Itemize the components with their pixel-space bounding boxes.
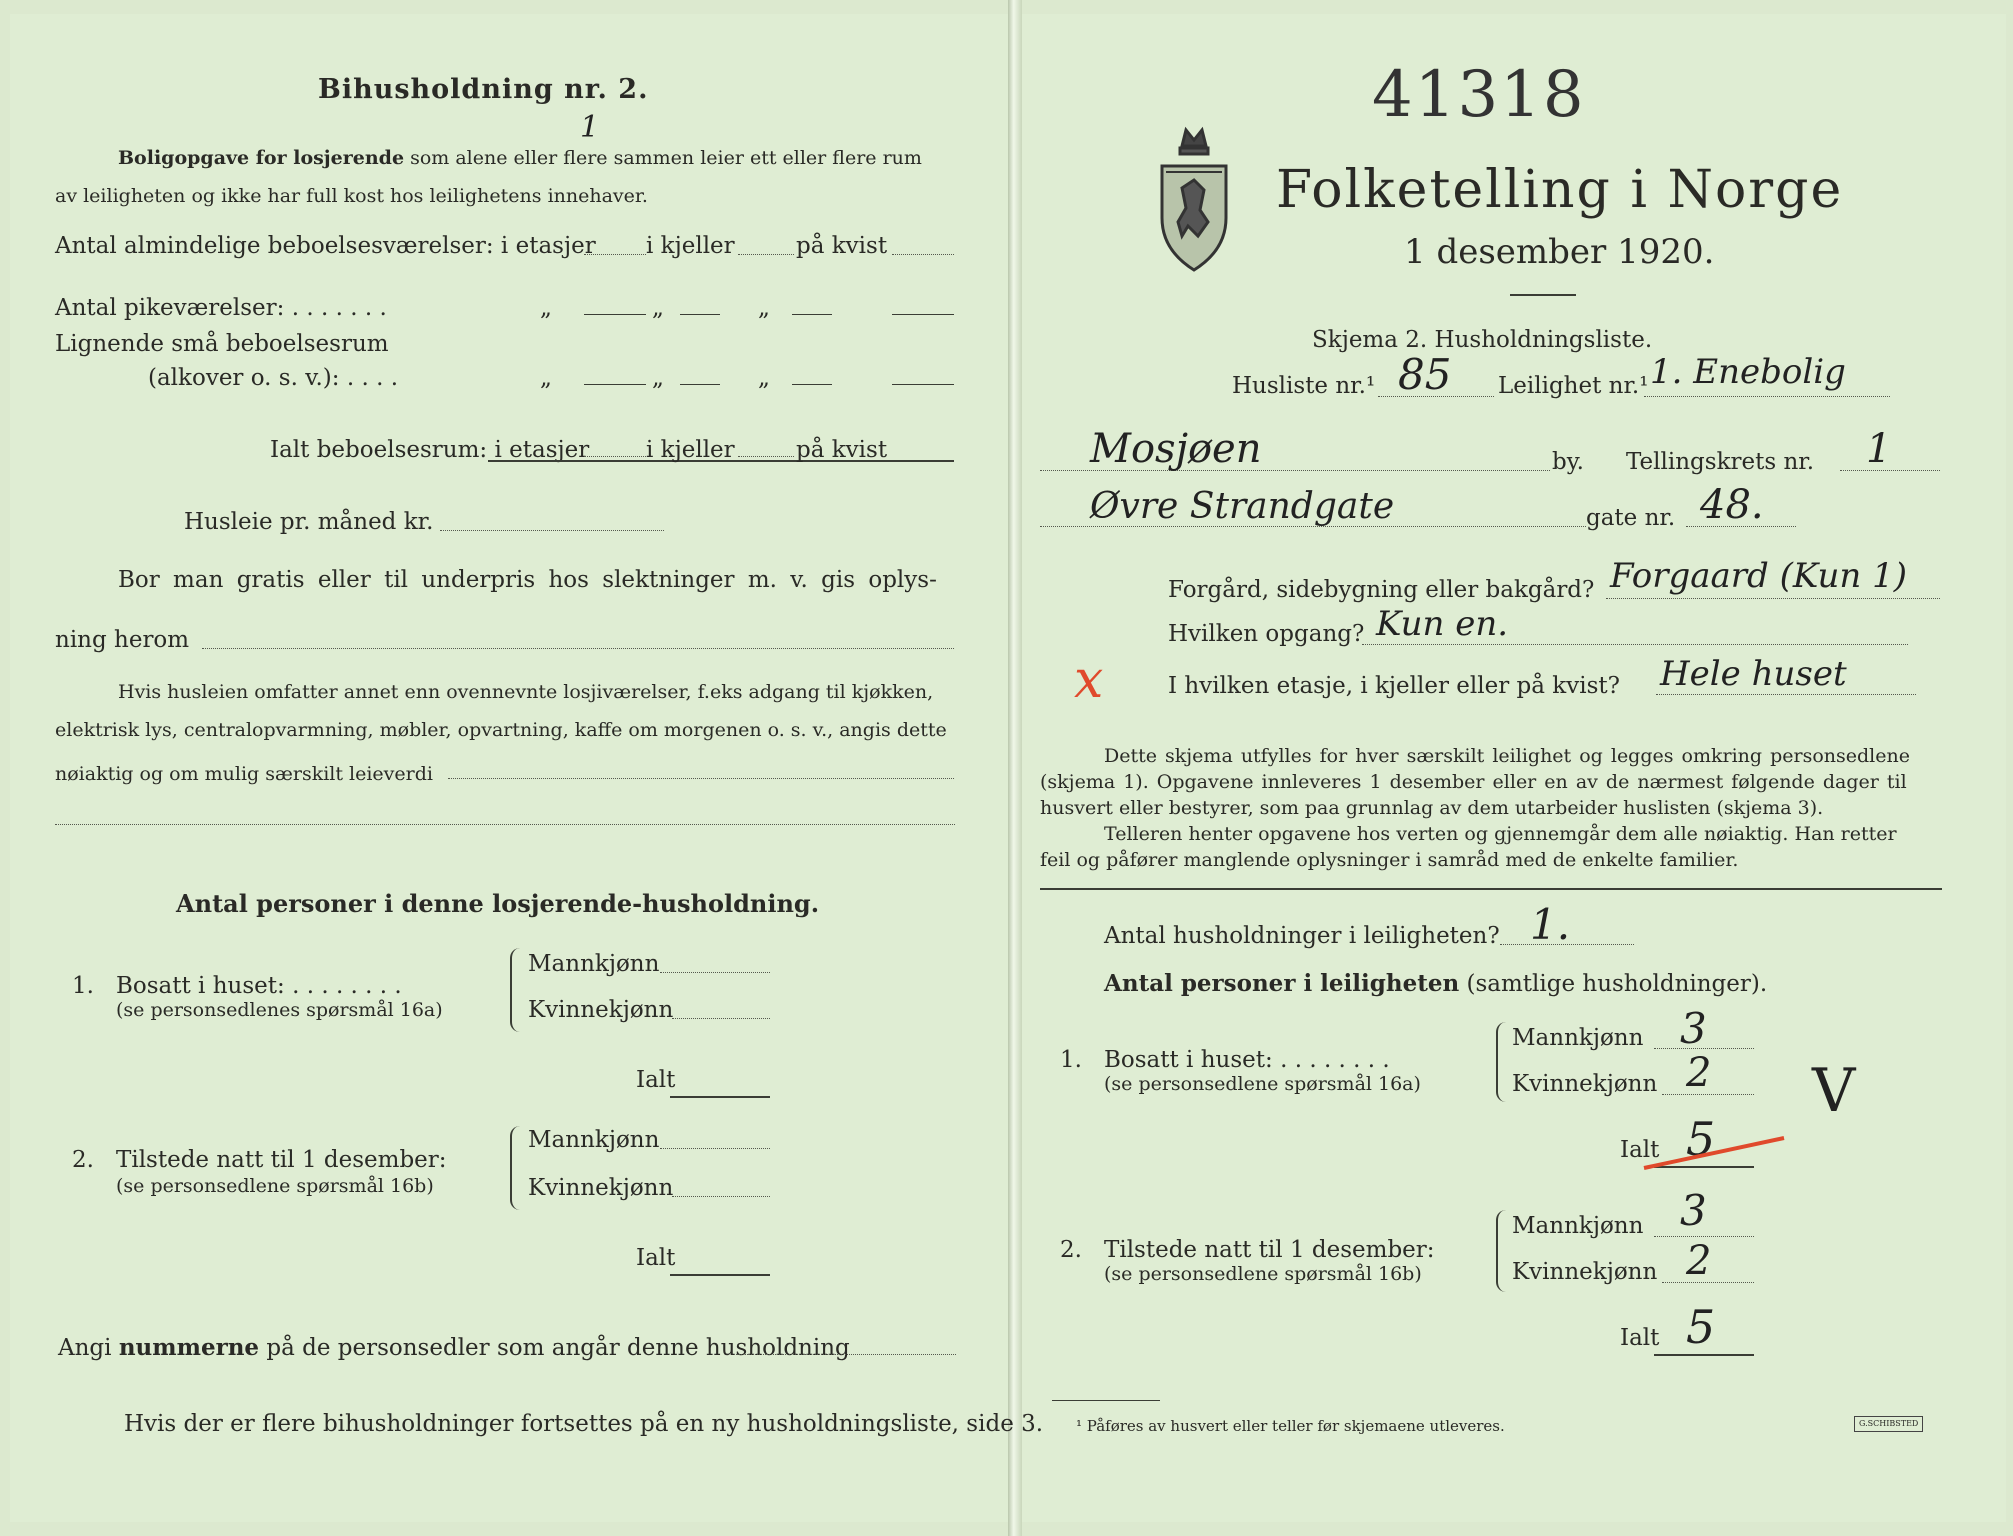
angi-rest: på de personsedler som angår denne husholdning	[266, 1335, 850, 1361]
hvis-line2: elektrisk lys, centralopvarmning, møbler, opvartning, kaffe om morgenen o. s. v., angis dette	[55, 719, 947, 741]
check-mark: V	[1812, 1056, 1856, 1126]
hvis-line1: Hvis husleien omfatter annet enn ovennevnte losjiværelser, f.eks adgang til kjøkken,	[118, 681, 934, 703]
husliste-label: Husliste nr.¹	[1232, 373, 1376, 399]
left-q2-brace	[510, 1126, 520, 1210]
leilighet-field[interactable]	[1644, 396, 1890, 397]
husleie-label: Husleie pr. måned kr.	[184, 509, 434, 535]
forgard-value: Forgaard (Kun 1)	[1610, 556, 1908, 596]
note-mark: 1	[580, 110, 600, 145]
left-title: Bihusholdning nr. 2.	[318, 74, 649, 105]
right-q1-sub: (se personsedlene spørsmål 16a)	[1104, 1073, 1421, 1095]
rooms-kvist-field[interactable]	[892, 254, 954, 255]
left-q1-kvinne-field[interactable]	[672, 1018, 770, 1019]
ialt-kjeller-label: i kjeller	[646, 437, 735, 463]
left-q1-label: Bosatt i huset: . . . . . . . .	[116, 973, 402, 999]
rooms-etasjer-field[interactable]	[584, 254, 646, 255]
left-footer: Hvis der er flere bihusholdninger fortsettes på en ny husholdningsliste, side 3.	[124, 1411, 1044, 1437]
ialt-kjeller-field[interactable]	[738, 456, 794, 457]
instr-line4: Telleren henter opgavene hos verten og gjennemgår dem alle nøiaktig. Han retter	[1104, 823, 1897, 845]
left-q1-sub: (se personsedlenes spørsmål 16a)	[116, 999, 443, 1021]
etasje-value: Hele huset	[1660, 654, 1847, 694]
etasje-field[interactable]	[1656, 694, 1916, 695]
left-q2-mann-field[interactable]	[660, 1148, 770, 1149]
rooms-label: Antal almindelige beboelsesværelser: i etasjer	[55, 233, 596, 259]
red-strike-mark	[1640, 1132, 1790, 1174]
ialt-etasjer-field[interactable]	[584, 456, 646, 457]
rooms-kvist-label: på kvist	[796, 233, 888, 259]
left-q2-kvinne-label: Kvinnekjønn	[528, 1175, 674, 1201]
instr-line2: (skjema 1). Opgavene innleveres 1 desember eller en av de nærmest følgende dager til	[1040, 771, 1907, 793]
intro-line2: av leiligheten og ikke har full kost hos leilighetens innehaver.	[55, 185, 648, 207]
right-q2-sub: (se personsedlene spørsmål 16b)	[1104, 1263, 1422, 1285]
right-q1-kvinne-label: Kvinnekjønn	[1512, 1071, 1658, 1097]
right-q1-ialt-label: Ialt	[1620, 1137, 1660, 1163]
alkover-ditto-2: „	[652, 365, 664, 391]
forgard-label: Forgård, sidebygning eller bakgård?	[1168, 577, 1595, 603]
opgang-label: Hvilken opgang?	[1168, 621, 1365, 647]
left-q2-kvinne-field[interactable]	[672, 1196, 770, 1197]
alkover-kvist-field[interactable]	[792, 384, 832, 385]
leilighet-value: 1. Enebolig	[1650, 352, 1846, 392]
left-q1-mann-label: Mannkjønn	[528, 951, 660, 977]
printer-mark: G.SCHIBSTED	[1854, 1416, 1923, 1432]
city-value: Mosjøen	[1090, 426, 1262, 472]
husleie-field[interactable]	[440, 530, 664, 531]
red-x-mark: x	[1074, 650, 1104, 710]
left-q1-brace	[510, 948, 520, 1032]
right-q2-kvinne-value: 2	[1686, 1238, 1712, 1284]
left-q1-kvinne-label: Kvinnekjønn	[528, 997, 674, 1023]
forgard-field[interactable]	[1606, 598, 1940, 599]
right-q2-mann-field[interactable]	[1654, 1236, 1754, 1237]
intro-bold: Boligopgave for losjerende	[118, 147, 405, 169]
gratis-field[interactable]	[202, 648, 954, 649]
alkover-ditto-1: „	[540, 365, 552, 391]
pike-ditto-1: „	[540, 295, 552, 321]
footnote: ¹ Påføres av husvert eller teller før skjemaene utleveres.	[1076, 1417, 1505, 1435]
left-q1-mann-field[interactable]	[660, 972, 770, 973]
right-date: 1 desember 1920.	[1404, 232, 1715, 272]
street-value: Øvre Strandgate	[1090, 486, 1395, 527]
alkover-kvist-field-2[interactable]	[892, 384, 954, 385]
rooms-kjeller-label: i kjeller	[646, 233, 735, 259]
gate-value: 48.	[1700, 482, 1764, 528]
page-fold	[1008, 0, 1022, 1536]
alkover-ditto-3: „	[758, 365, 770, 391]
hush-value: 1.	[1530, 900, 1571, 949]
pike-label: Antal pikeværelser: . . . . . . .	[55, 295, 387, 321]
opgang-field[interactable]	[1362, 644, 1908, 645]
coat-of-arms-icon	[1152, 118, 1236, 274]
right-q1-ialt-value: 5	[1686, 1112, 1716, 1166]
left-q2-ialt-label: Ialt	[636, 1245, 676, 1271]
right-q2-brace	[1496, 1210, 1506, 1292]
left-antal-heading: Antal personer i denne losjerende-husholdning.	[176, 889, 820, 918]
left-q2-label: Tilstede natt til 1 desember:	[116, 1147, 447, 1173]
husliste-value: 85	[1398, 350, 1452, 399]
right-q2-ialt-value: 5	[1686, 1300, 1716, 1354]
instr-line5: feil og påfører manglende oplysninger i samråd med de enkelte familier.	[1040, 849, 1739, 871]
leieverdi-field-2[interactable]	[55, 824, 955, 825]
right-title: Folketelling i Norge	[1276, 160, 1844, 220]
alkover-etasjer-field[interactable]	[584, 384, 646, 385]
right-q1-mann-label: Mannkjønn	[1512, 1025, 1644, 1051]
stamp-number: 41318	[1372, 58, 1586, 132]
left-q2-sub: (se personsedlene spørsmål 16b)	[116, 1175, 434, 1197]
ialt-rooms-label: Ialt beboelsesrum: i etasjer	[270, 437, 590, 463]
left-q1-num: 1.	[72, 973, 94, 999]
leieverdi-field[interactable]	[448, 778, 954, 779]
right-q1-mann-value: 3	[1680, 1004, 1707, 1053]
footnote-rule	[1052, 1400, 1160, 1401]
angi-pre: Angi	[58, 1335, 112, 1361]
alkover-kjeller-field[interactable]	[680, 384, 720, 385]
right-q1-brace	[1496, 1022, 1506, 1102]
gratis-line2: ning herom	[55, 627, 190, 653]
leilighet-label: Leilighet nr.¹	[1498, 373, 1649, 399]
right-q2-label: Tilstede natt til 1 desember:	[1104, 1237, 1435, 1263]
pike-ditto-2: „	[652, 295, 664, 321]
right-q1-num: 1.	[1060, 1047, 1082, 1073]
instr-line3: husvert eller bestyrer, som paa grunnlag av dem utarbeider huslisten (skjema 3).	[1040, 797, 1824, 819]
pike-kvist-field-2[interactable]	[892, 314, 954, 315]
hvis-line3: nøiaktig og om mulig særskilt leieverdi	[55, 763, 433, 785]
left-q1-ialt-label: Ialt	[636, 1067, 676, 1093]
pike-ditto-3: „	[758, 295, 770, 321]
right-antal-rest: (samtlige husholdninger).	[1466, 971, 1768, 997]
title-rule	[1510, 294, 1576, 296]
right-q2-mann-label: Mannkjønn	[1512, 1213, 1644, 1239]
instr-line1: Dette skjema utfylles for hver særskilt leilighet og legges omkring personsedlene	[1104, 745, 1910, 767]
right-q2-mann-value: 3	[1680, 1186, 1707, 1235]
right-q1-label: Bosatt i huset: . . . . . . . .	[1104, 1047, 1390, 1073]
angi-bold: nummerne	[118, 1334, 260, 1361]
right-q2-ialt-label: Ialt	[1620, 1325, 1660, 1351]
gate-label: gate nr.	[1586, 505, 1676, 531]
instr-rule	[1040, 888, 1942, 890]
pike-kvist-field[interactable]	[792, 314, 832, 315]
left-q2-mann-label: Mannkjønn	[528, 1127, 660, 1153]
by-label: by.	[1552, 449, 1584, 475]
right-q2-kvinne-label: Kvinnekjønn	[1512, 1259, 1658, 1285]
right-q2-num: 2.	[1060, 1237, 1082, 1263]
left-q2-num: 2.	[72, 1147, 94, 1173]
pike-etasjer-field[interactable]	[584, 314, 646, 315]
right-antal-bold: Antal personer i leiligheten	[1104, 970, 1460, 997]
gratis-line1: Bor man gratis eller til underpris hos slektninger m. v. gis oplys-	[118, 567, 937, 593]
krets-label: Tellingskrets nr.	[1626, 449, 1815, 475]
lignende-label: Lignende små beboelsesrum	[55, 331, 389, 357]
hush-label: Antal husholdninger i leiligheten?	[1104, 923, 1500, 949]
rooms-kjeller-field[interactable]	[738, 254, 794, 255]
left-q1-ialt-field[interactable]	[670, 1096, 770, 1098]
etasje-label: I hvilken etasje, i kjeller eller på kvist?	[1168, 673, 1620, 699]
right-q1-kvinne-value: 2	[1686, 1050, 1712, 1096]
krets-value: 1	[1866, 426, 1892, 472]
skjema-label: Skjema 2. Husholdningsliste.	[1312, 327, 1653, 353]
right-q2-ialt-field[interactable]	[1654, 1354, 1754, 1356]
left-q2-ialt-field[interactable]	[670, 1274, 770, 1276]
pike-kjeller-field[interactable]	[680, 314, 720, 315]
angi-field[interactable]	[736, 1354, 956, 1355]
ialt-kvist-label: på kvist	[796, 437, 888, 463]
opgang-value: Kun en.	[1376, 604, 1509, 644]
intro-rest: som alene eller flere sammen leier ett eller flere rum	[410, 147, 922, 169]
alkover-label: (alkover o. s. v.): . . . .	[148, 365, 399, 391]
